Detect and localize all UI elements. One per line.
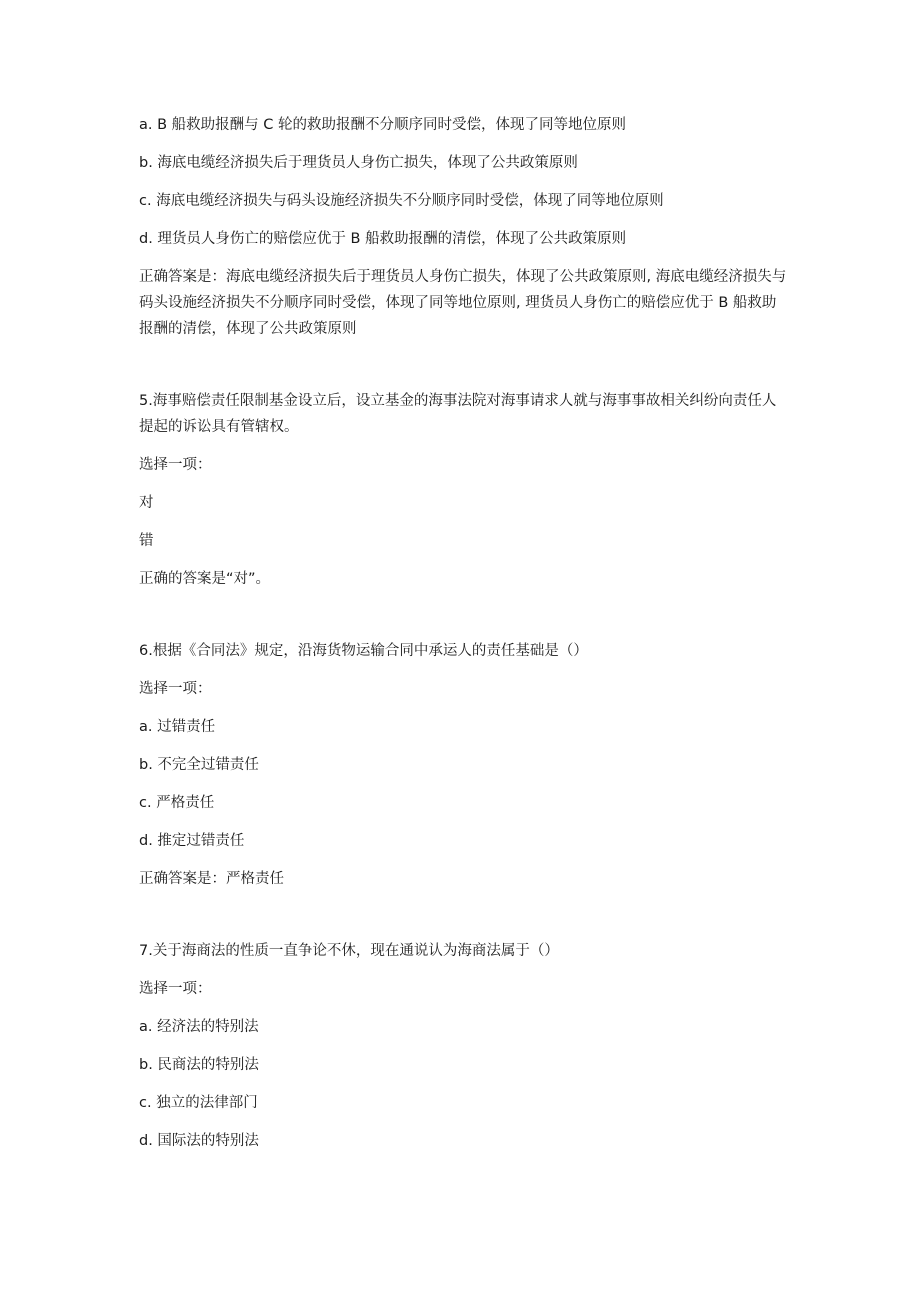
- question-6: [139, 638, 789, 892]
- q6-answer: 正确答案是：严格责任: [139, 871, 284, 887]
- q6-option-a: a. 过错责任: [139, 719, 216, 735]
- q4-option-b: b. 海底电缆经济损失后于理货员人身伤亡损失，体现了公共政策原则: [139, 155, 578, 171]
- q7-option-a: a. 经济法的特别法: [139, 1019, 259, 1035]
- q5-prompt: 选择一项：: [139, 457, 212, 473]
- q7-option-b: b. 民商法的特别法: [139, 1057, 259, 1073]
- q5-option-false: 错: [139, 533, 154, 549]
- q4-option-d: d. 理货员人身伤亡的赔偿应优于 B 船救助报酬的清偿，体现了公共政策原则: [139, 231, 627, 247]
- question-7: [139, 938, 789, 1154]
- q6-question-text: 6.根据《合同法》规定，沿海货物运输合同中承运人的责任基础是（）: [139, 643, 588, 659]
- q6-prompt: 选择一项：: [139, 681, 212, 697]
- q7-prompt: 选择一项：: [139, 981, 212, 997]
- q5-answer: 正确的答案是“对”。: [139, 571, 271, 587]
- q4-option-a: a. B 船救助报酬与 C 轮的救助报酬不分顺序同时受偿，体现了同等地位原则: [139, 117, 627, 133]
- q4-option-c: c. 海底电缆经济损失与码头设施经济损失不分顺序同时受偿，体现了同等地位原则: [139, 193, 664, 209]
- q4-answer: 正确答案是：海底电缆经济损失后于理货员人身伤亡损失，体现了公共政策原则, 海底电缆经济损失与码头设施经济损失不分顺序同时受偿，体现了同等地位原则, 理货员人身伤亡的赔偿应优于 B 船救助报酬的清偿，体现了公共政策原则: [139, 269, 787, 337]
- document-content: [139, 112, 789, 1166]
- q7-question-text: 7.关于海商法的性质一直争论不休，现在通说认为海商法属于（）: [139, 943, 559, 959]
- q7-option-c: c. 独立的法律部门: [139, 1095, 258, 1111]
- q6-option-d: d. 推定过错责任: [139, 833, 245, 849]
- question-5: [139, 388, 789, 592]
- q5-option-true: 对: [139, 495, 154, 511]
- q7-option-d: d. 国际法的特别法: [139, 1133, 259, 1149]
- q5-question-text: 5.海事赔偿责任限制基金设立后，设立基金的海事法院对海事请求人就与海事事故相关纠纷向责任人提起的诉讼具有管辖权。: [139, 393, 777, 435]
- q6-option-b: b. 不完全过错责任: [139, 757, 259, 773]
- q6-option-c: c. 严格责任: [139, 795, 215, 811]
